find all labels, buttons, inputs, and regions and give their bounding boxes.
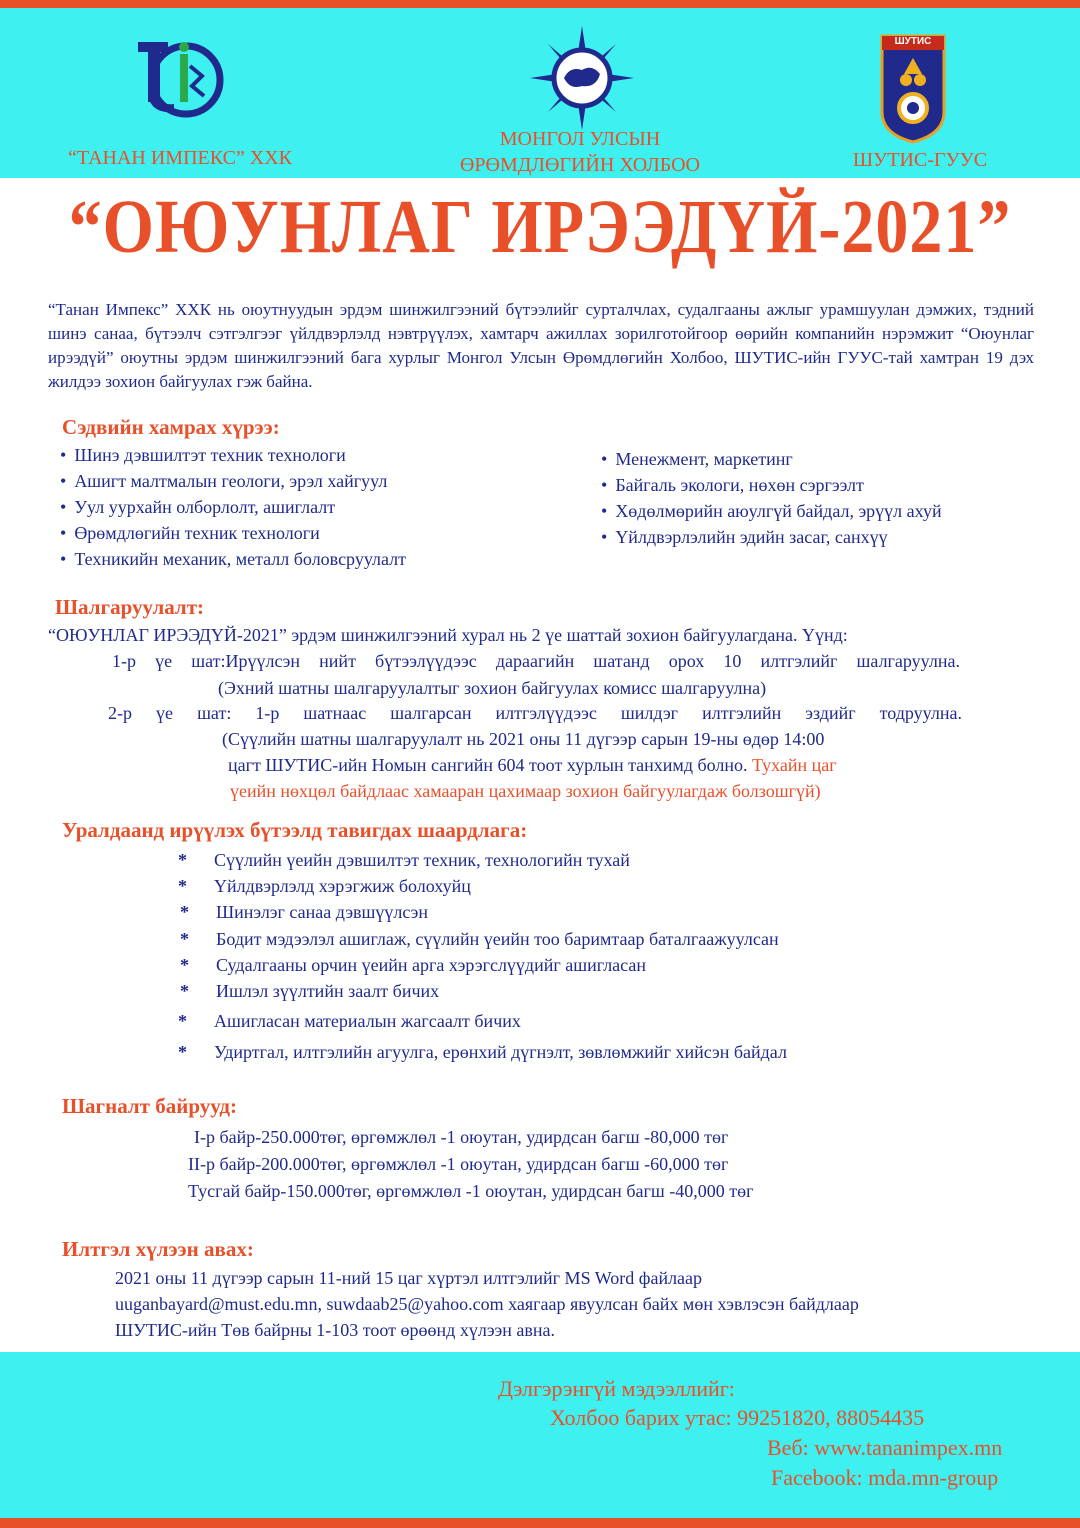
org-tanan-impex: “ТАНАН ИМПЕКС” ХХК xyxy=(67,147,293,169)
list-item: • Техникийн механик, металл боловсруулалт xyxy=(60,546,560,572)
asterisk-icon: * xyxy=(178,850,187,870)
bottom-border xyxy=(0,1518,1080,1528)
requirement-item: * Бодит мэдээлэл ашиглаж, сүүлийн үеийн тоо баримтаар баталгаажуулсан xyxy=(180,929,779,949)
footer-phone: Холбоо барих утас: 99251820, 88054435 xyxy=(550,1405,925,1430)
list-item: • Уул уурхайн олборлолт, ашиглалт xyxy=(60,494,560,520)
topics-left-list xyxy=(60,442,560,572)
awards-heading: Шагналт байрууд: xyxy=(62,1094,238,1118)
org-shutis-guus: ШУТИС-ГУУС xyxy=(852,149,988,171)
footer-facebook[interactable]: Facebook: mda.mn-group xyxy=(771,1465,999,1490)
list-item: • Өрөмдлөгийн техник технологи xyxy=(60,520,560,546)
requirements-heading: Уралдаанд ирүүлэх бүтээлд тавигдах шаардлага: xyxy=(62,818,528,842)
org-drilling-association-line2: ӨРӨМДЛӨГИЙН ХОЛБОО xyxy=(459,154,700,176)
topics-heading: Сэдвийн хамрах хүрээ: xyxy=(62,415,280,439)
asterisk-icon: * xyxy=(178,876,187,896)
shutis-shield-logo-icon xyxy=(880,34,946,144)
footer-website[interactable]: Веб: www.tananimpex.mn xyxy=(767,1435,1003,1460)
tanan-impex-logo-icon xyxy=(130,36,230,120)
list-item: • Менежмент, маркетинг xyxy=(601,446,1061,472)
asterisk-icon: * xyxy=(180,929,189,949)
page-title: “ОЮУНЛАГ ИРЭЭДҮЙ-2021” xyxy=(68,185,1012,270)
selection-stage2-note2: цагт ШУТИС-ийн Номын сангийн 604 тоот хурлын танхимд болно. xyxy=(228,755,748,775)
submission-line: ШУТИС-ийн Төв байрны 1-103 тоот өрөөнд хүлээн авна. xyxy=(115,1320,556,1340)
requirement-item: * Судалгааны орчин үеийн арга хэрэгслүүдийг ашигласан xyxy=(180,955,646,975)
award-item: II-р байр-200.000төг, өргөмжлөл -1 оюутан, удирдсан багш -60,000 төг xyxy=(188,1154,729,1174)
selection-stage2-note1: (Сүүлийн шатны шалгаруулалт нь 2021 оны 11 дүгээр сарын 19-ны өдөр 14:00 xyxy=(222,729,825,749)
footer-more-info: Дэлгэрэнгүй мэдээллийг: xyxy=(498,1376,735,1401)
asterisk-icon: * xyxy=(180,902,189,922)
award-item: I-р байр-250.000төг, өргөмжлөл -1 оюутан, удирдсан багш -80,000 төг xyxy=(194,1127,729,1147)
submission-line: uuganbayard@must.edu.mn, suwdaab25@yahoo.com хаягаар явуулсан байх мөн хэвлэсэн байдлаар xyxy=(115,1294,859,1314)
asterisk-icon: * xyxy=(178,1011,187,1031)
selection-stage1: 1-р үе шат:Ирүүлсэн нийт бүтээлүүдээс дараагийн шатанд орох 10 илтгэлийг шалгаруулна. xyxy=(112,651,960,671)
drilling-association-logo-icon xyxy=(530,26,634,130)
asterisk-icon: * xyxy=(180,981,189,1001)
selection-intro: “ОЮУНЛАГ ИРЭЭДҮЙ-2021” эрдэм шинжилгээний хурал нь 2 үе шаттай зохион байгуулагдана. Үүнд: xyxy=(48,625,848,645)
list-item: • Шинэ дэвшилтэт техник технологи xyxy=(60,442,560,468)
asterisk-icon: * xyxy=(178,1042,187,1062)
requirement-item: * Сүүлийн үеийн дэвшилтэт техник, технологийн тухай xyxy=(178,850,630,870)
top-border xyxy=(0,0,1080,8)
selection-heading: Шалгаруулалт: xyxy=(55,595,204,619)
intro-paragraph: “Танан Импекс” ХХК нь оюутнуудын эрдэм шинжилгээний бүтээлийг сурталчлах, судалгааны ажлыг урамшуулан дэмжих, тэдний шинэ санаа, бүтээлч сэтгэлгээг үйлдвэрлэлд нэвтрүүлэх, хамтарч ажиллах зорилготойгоор өөрийн компанийн нэрэмжит “Оюунлаг ирээдүй” оюутны эрдэм шинжилгээний бага хурлыг Монгол Улсын Өрөмдлөгийн Холбоо, ШУТИС-ийн ГУУС-тай хамтран 19 дэх жилдээ зохион байгуулах гэж байна. xyxy=(48,300,1034,391)
org-drilling-association-line1: МОНГОЛ УЛСЫН xyxy=(499,128,661,150)
award-item: Тусгай байр-150.000төг, өргөмжлөл -1 оюутан, удирдсан багш -40,000 төг xyxy=(188,1181,754,1201)
requirement-item: * Удиртгал, илтгэлийн агуулга, ерөнхий дүгнэлт, зөвлөмжийг хийсэн байдал xyxy=(178,1042,787,1062)
submission-heading: Илтгэл хүлээн авах: xyxy=(62,1237,254,1261)
selection-stage2: 2-р үе шат: 1-р шатнаас шалгарсан илтгэлүүдээс шилдэг илтгэлийн эздийг тодруулна. xyxy=(108,703,962,723)
selection-stage2-note2-wrap xyxy=(228,752,837,778)
requirement-item: * Үйлдвэрлэлд хэрэгжиж болохуйц xyxy=(178,876,471,896)
selection-stage2-note3: үеийн нөхцөл байдлаас хамааран цахимаар зохион байгуулагдаж болзошгүй) xyxy=(230,781,821,801)
list-item: • Байгаль экологи, нөхөн сэргээлт xyxy=(601,472,1061,498)
selection-stage1-note: (Эхний шатны шалгаруулалтыг зохион байгуулах комисс шалгаруулна) xyxy=(218,678,767,698)
asterisk-icon: * xyxy=(180,955,189,975)
selection-stage2-note2-red: Тухайн цаг xyxy=(752,755,837,775)
requirement-item: * Шинэлэг санаа дэвшүүлсэн xyxy=(180,902,428,922)
requirement-item: * Ашигласан материалын жагсаалт бичих xyxy=(178,1011,521,1031)
topics-right-list xyxy=(601,446,1061,550)
list-item: • Үйлдвэрлэлийн эдийн засаг, санхүү xyxy=(601,524,1061,550)
requirement-item: * Ишлэл зүүлтийн заалт бичих xyxy=(180,981,440,1001)
shutis-badge-text: ШУТИС xyxy=(894,36,932,47)
submission-line: 2021 оны 11 дүгээр сарын 11-ний 15 цаг хүртэл илтгэлийг MS Word файлаар xyxy=(115,1268,703,1288)
list-item: • Ашигт малтмалын геологи, эрэл хайгуул xyxy=(60,468,560,494)
list-item: • Хөдөлмөрийн аюулгүй байдал, эрүүл ахуй xyxy=(601,498,1061,524)
